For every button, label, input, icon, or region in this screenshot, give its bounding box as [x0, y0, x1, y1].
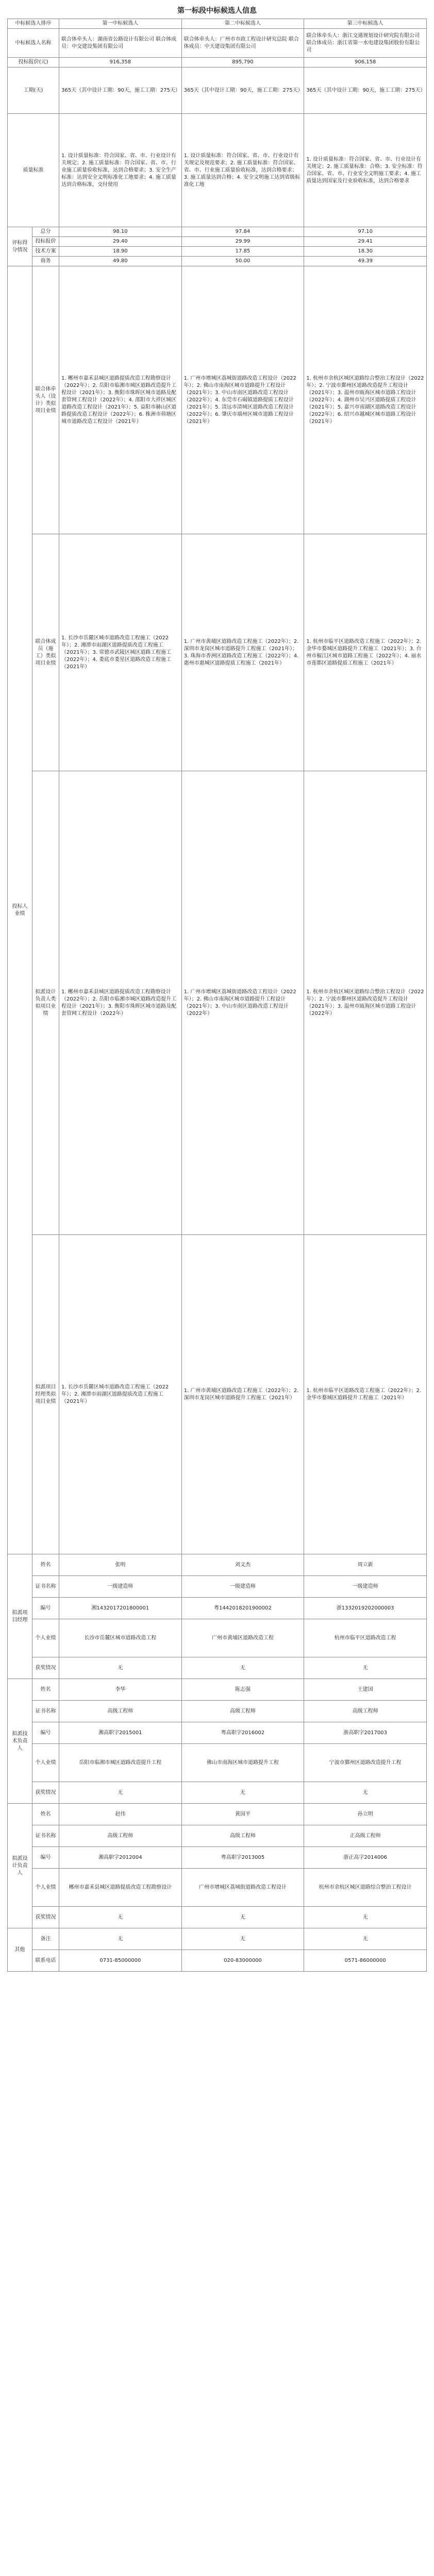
personnel-category: 拟派设计负责人 — [8, 1804, 32, 1928]
personnel-value: 无 — [59, 1928, 182, 1950]
personnel-category: 拟派技术负责人 — [8, 1679, 32, 1804]
row-label: 质量标准 — [8, 114, 59, 227]
performance-label: 联合体成员（施工）类似项目业绩 — [32, 534, 59, 771]
performance-value: 1. 长沙市岳麓区城市道路改造工程施工（2022年）；2. 湘潭市雨湖区道路提质改造工程施工（2021年） — [59, 1235, 182, 1554]
period: 365天（其中设计工期：90天，施工工期：275天） — [59, 67, 182, 114]
period: 365天（其中设计工期：90天，施工工期：275天） — [181, 67, 304, 114]
personnel-value: 高级工程师 — [59, 1825, 182, 1847]
quality-standard: 1. 设计质量标准：符合国家、省、市、行业设计有关规定；2. 施工质量标准：合格；3. 安全标准：符合国家、省、市、行业安全文明施工要求；4. 施工质量达到国家及行业验收标准，达到合格要求 — [304, 114, 427, 227]
personnel-value: 长沙市岳麓区城市道路改造工程 — [59, 1619, 182, 1657]
row-label: 中标候选人名称 — [8, 29, 59, 58]
personnel-value: 一级建造师 — [304, 1576, 427, 1598]
personnel-value: 孙立明 — [304, 1804, 427, 1825]
score-value: 97.84 — [181, 227, 304, 237]
personnel-category: 拟派项目经理 — [8, 1554, 32, 1679]
bidder-name: 联合体牵头人：广州市市政工程设计研究总院 联合体成员：中天建设集团有限公司 — [181, 29, 304, 58]
col-header: 第三中标候选人 — [304, 19, 427, 29]
personnel-label: 编号 — [32, 1722, 59, 1744]
performance-value: 1. 长沙市岳麓区城市道路改造工程施工（2022年）；2. 湘潭市雨湖区道路提质改造工程施工（2021年）；3. 常德市武陵区城区道路工程施工（2022年）；4. 娄底市娄星区道路改造工程施工（2021年） — [59, 534, 182, 771]
personnel-value: 赵伟 — [59, 1804, 182, 1825]
performance-row — [8, 266, 427, 534]
row-label: 工期(天) — [8, 67, 59, 114]
personnel-label: 联系电话 — [32, 1950, 59, 1972]
performance-value: 1. 郴州市嘉禾县城区道路提质改造工程勘察设计（2022年）；2. 岳阳市临湘市城区道路改造提升工程设计（2021年）；3. 衡阳市珠晖区城市道路及配套管网工程设计（2022年）；4. 邵阳市大祥区城区道路改造工程设计（2021年）；5. 益阳市赫山区道路提质改造工程设计（2022年）；6. 株洲市荷塘区城市道路改造工程设计（2021年） — [59, 266, 182, 534]
performance-label: 拟派项目经理类似项目业绩 — [32, 1235, 59, 1554]
candidates-table — [7, 19, 427, 1972]
personnel-row — [8, 1869, 427, 1907]
quality-standard: 1. 设计质量标准：符合国家、省、市、行业设计有关规定及规范要求；2. 施工质量标准：符合国家、省、市、行业施工质量验收标准，达到合格要求；3. 施工质量达到合格；4. 安全文明施工达到省级标准化工地 — [181, 114, 304, 227]
personnel-row — [8, 1554, 427, 1576]
personnel-category: 其他 — [8, 1928, 32, 1972]
personnel-label: 获奖情况 — [32, 1657, 59, 1679]
personnel-value: 0731-85000000 — [59, 1950, 182, 1972]
personnel-value: 无 — [304, 1928, 427, 1950]
score-value: 49.39 — [304, 257, 427, 266]
personnel-value: 浙正高字2014006 — [304, 1847, 427, 1869]
row-category: 投标人业绩 — [8, 266, 32, 1554]
performance-value: 1. 广州市增城区荔城街道路改造工程设计（2022年）；2. 佛山市南海区城市道路提升工程设计（2021年）；3. 中山市南区道路改造工程设计（2022年） — [181, 771, 304, 1235]
personnel-value: 无 — [304, 1782, 427, 1804]
personnel-row — [8, 1701, 427, 1722]
personnel-label: 证书名称 — [32, 1825, 59, 1847]
score-value: 17.85 — [181, 247, 304, 257]
performance-value: 1. 杭州市余杭区城区道路综合整治工程设计（2022年）；2. 宁波市鄞州区道路改造提升工程设计（2021年）；3. 温州市瓯海区城市道路工程设计（2022年）；4. 湖州市吴兴区道路提质工程设计（2021年）；5. 嘉兴市南湖区道路改造工程设计（2022年）；6. 绍兴市越城区城市道路工程设计（2021年） — [304, 266, 427, 534]
performance-label: 拟派设计负责人类似项目业绩 — [32, 771, 59, 1235]
page-title: 第一标段中标候选人信息 — [177, 7, 257, 15]
personnel-value: 黄国平 — [181, 1804, 304, 1825]
bidder-name: 联合体牵头人：浙江交通规划设计研究院有限公司 联合体成员：浙江省第一水电建设集团股份有限公司 — [304, 29, 427, 58]
score-row — [8, 257, 427, 266]
score-row — [8, 237, 427, 247]
personnel-row — [8, 1657, 427, 1679]
personnel-value: 无 — [181, 1928, 304, 1950]
personnel-value: 王建国 — [304, 1679, 427, 1701]
personnel-value: 高级工程师 — [304, 1701, 427, 1722]
personnel-value: 广州市黄埔区道路改造工程 — [181, 1619, 304, 1657]
personnel-value: 湘高职字2012004 — [59, 1847, 182, 1869]
personnel-value: 无 — [59, 1657, 182, 1679]
personnel-value: 高级工程师 — [181, 1825, 304, 1847]
personnel-row — [8, 1576, 427, 1598]
personnel-label: 获奖情况 — [32, 1782, 59, 1804]
score-row — [8, 247, 427, 257]
personnel-value: 正高级工程师 — [304, 1825, 427, 1847]
col-header: 中标候选人排序 — [8, 19, 59, 29]
personnel-value: 郴州市嘉禾县城区道路提质改造工程勘察设计 — [59, 1869, 182, 1907]
header-row — [8, 19, 427, 29]
period: 365天（其中设计工期：90天，施工工期：275天） — [304, 67, 427, 114]
personnel-row — [8, 1928, 427, 1950]
personnel-row — [8, 1950, 427, 1972]
personnel-label: 编号 — [32, 1598, 59, 1619]
quality-standard: 1. 设计质量标准：符合国家、省、市、行业设计有关规定；2. 施工质量标准：符合国家、省、市、行业施工质量验收标准，达到合格要求；3. 安全生产标准：达到安全文明标准化工地要求；4. 施工质量达到合格标准，交付使用 — [59, 114, 182, 227]
personnel-row — [8, 1847, 427, 1869]
personnel-value: 无 — [181, 1657, 304, 1679]
score-value: 29.41 — [304, 237, 427, 247]
score-value: 18.30 — [304, 247, 427, 257]
score-label: 技术方案 — [32, 247, 59, 257]
price-row — [8, 58, 427, 67]
personnel-value: 杭州市余杭区城区道路综合整治工程设计 — [304, 1869, 427, 1907]
personnel-label: 姓名 — [32, 1679, 59, 1701]
personnel-value: 一级建造师 — [59, 1576, 182, 1598]
performance-value: 1. 杭州市临平区道路改造工程施工（2022年）；2. 金华市婺城区道路提升工程施工（2021年）；3. 台州市椒江区城市道路工程施工（2022年）；4. 丽水市莲都区道路提质工程施工（2021年） — [304, 534, 427, 771]
score-value: 18.90 — [59, 247, 182, 257]
performance-row — [8, 771, 427, 1235]
personnel-value: 一级建造师 — [181, 1576, 304, 1598]
performance-value: 1. 郴州市嘉禾县城区道路提质改造工程勘察设计（2022年）；2. 岳阳市临湘市城区道路改造提升工程设计（2021年）；3. 衡阳市珠晖区城市道路及配套管网工程设计（2022年） — [59, 771, 182, 1235]
personnel-value: 湘1432017201800001 — [59, 1598, 182, 1619]
bidder-name: 联合体牵头人：湖南省公路设计有限公司 联合体成员：中交建设集团有限公司 — [59, 29, 182, 58]
personnel-value: 岳阳市临湘市城区道路改造提升工程 — [59, 1744, 182, 1782]
personnel-label: 获奖情况 — [32, 1907, 59, 1928]
personnel-value: 广州市增城区荔城街道路改造工程设计 — [181, 1869, 304, 1907]
personnel-section — [8, 1554, 427, 1972]
personnel-row — [8, 1619, 427, 1657]
performance-value: 1. 广州市黄埔区道路改造工程施工（2022年）；2. 深圳市龙岗区城市道路提升工程施工（2021年）；3. 珠海市香洲区道路改造工程施工（2022年）；4. 惠州市惠城区道路提质工程施工（2021年） — [181, 534, 304, 771]
personnel-row — [8, 1722, 427, 1744]
personnel-value: 浙高职字2017003 — [304, 1722, 427, 1744]
performance-row — [8, 534, 427, 771]
score-row — [8, 227, 427, 237]
score-label: 投标报价 — [32, 237, 59, 247]
score-value: 98.10 — [59, 227, 182, 237]
score-value: 49.80 — [59, 257, 182, 266]
personnel-label: 备注 — [32, 1928, 59, 1950]
personnel-label: 证书名称 — [32, 1701, 59, 1722]
col-header: 第二中标候选人 — [181, 19, 304, 29]
personnel-value: 杭州市临平区道路改造工程 — [304, 1619, 427, 1657]
personnel-value: 粤高职字2013005 — [181, 1847, 304, 1869]
row-category: 评标得分情况 — [8, 227, 32, 266]
performance-label: 联合体牵头人（设计）类似项目业绩 — [32, 266, 59, 534]
personnel-value: 无 — [304, 1907, 427, 1928]
personnel-value: 无 — [59, 1782, 182, 1804]
performance-value: 1. 广州市黄埔区道路改造工程施工（2022年）；2. 深圳市龙岗区城市道路提升工程施工（2021年） — [181, 1235, 304, 1554]
personnel-row — [8, 1744, 427, 1782]
personnel-label: 编号 — [32, 1847, 59, 1869]
score-value: 29.99 — [181, 237, 304, 247]
performance-value: 1. 杭州市临平区道路改造工程施工（2022年）；2. 金华市婺城区道路提升工程施工（2021年） — [304, 1235, 427, 1554]
bidder-name-row — [8, 29, 427, 58]
personnel-value: 湘高职字2015001 — [59, 1722, 182, 1744]
personnel-row — [8, 1907, 427, 1928]
performance-section — [8, 266, 427, 1554]
personnel-value: 李华 — [59, 1679, 182, 1701]
personnel-label: 证书名称 — [32, 1576, 59, 1598]
personnel-value: 高级工程师 — [59, 1701, 182, 1722]
personnel-value: 020-83000000 — [181, 1950, 304, 1972]
personnel-row — [8, 1598, 427, 1619]
personnel-value: 浙1332019202000003 — [304, 1598, 427, 1619]
personnel-label: 个人业绩 — [32, 1744, 59, 1782]
performance-row — [8, 1235, 427, 1554]
personnel-value: 周立新 — [304, 1554, 427, 1576]
bid-price: 916,358 — [59, 58, 182, 67]
performance-value: 1. 杭州市余杭区城区道路综合整治工程设计（2022年）；2. 宁波市鄞州区道路改造提升工程设计（2021年）；3. 温州市瓯海区城市道路工程设计（2022年） — [304, 771, 427, 1235]
personnel-row — [8, 1782, 427, 1804]
performance-value: 1. 广州市增城区荔城街道路改造工程设计（2022年）；2. 佛山市南海区城市道路提升工程设计（2021年）；3. 中山市南区道路改造工程设计（2022年）；4. 东莞市石碣镇道路提质工程设计（2021年）；5. 清远市清城区道路改造工程设计（2022年）；6. 肇庆市端州区城市道路工程设计（2021年） — [181, 266, 304, 534]
score-section — [8, 227, 427, 266]
personnel-value: 刘文杰 — [181, 1554, 304, 1576]
personnel-value: 无 — [59, 1907, 182, 1928]
quality-row — [8, 114, 427, 227]
score-value: 97.10 — [304, 227, 427, 237]
personnel-row — [8, 1679, 427, 1701]
personnel-label: 个人业绩 — [32, 1619, 59, 1657]
period-row — [8, 67, 427, 114]
personnel-label: 姓名 — [32, 1804, 59, 1825]
personnel-value: 张明 — [59, 1554, 182, 1576]
personnel-row — [8, 1804, 427, 1825]
personnel-value: 0571-86000000 — [304, 1950, 427, 1972]
personnel-value: 无 — [181, 1907, 304, 1928]
col-header: 第一中标候选人 — [59, 19, 182, 29]
personnel-value: 无 — [304, 1657, 427, 1679]
score-value: 50.00 — [181, 257, 304, 266]
personnel-row — [8, 1825, 427, 1847]
row-label: 投标报价(元) — [8, 58, 59, 67]
personnel-value: 粤高职字2016002 — [181, 1722, 304, 1744]
personnel-label: 姓名 — [32, 1554, 59, 1576]
personnel-value: 佛山市南海区城市道路提升工程 — [181, 1744, 304, 1782]
personnel-value: 粤1442018201900002 — [181, 1598, 304, 1619]
personnel-label: 个人业绩 — [32, 1869, 59, 1907]
score-label: 总分 — [32, 227, 59, 237]
bid-price: 906,158 — [304, 58, 427, 67]
personnel-value: 高级工程师 — [181, 1701, 304, 1722]
score-label: 商务 — [32, 257, 59, 266]
personnel-value: 宁波市鄞州区道路改造提升工程 — [304, 1744, 427, 1782]
personnel-value: 无 — [181, 1782, 304, 1804]
score-value: 29.40 — [59, 237, 182, 247]
bid-price: 895,790 — [181, 58, 304, 67]
personnel-value: 陈志强 — [181, 1679, 304, 1701]
